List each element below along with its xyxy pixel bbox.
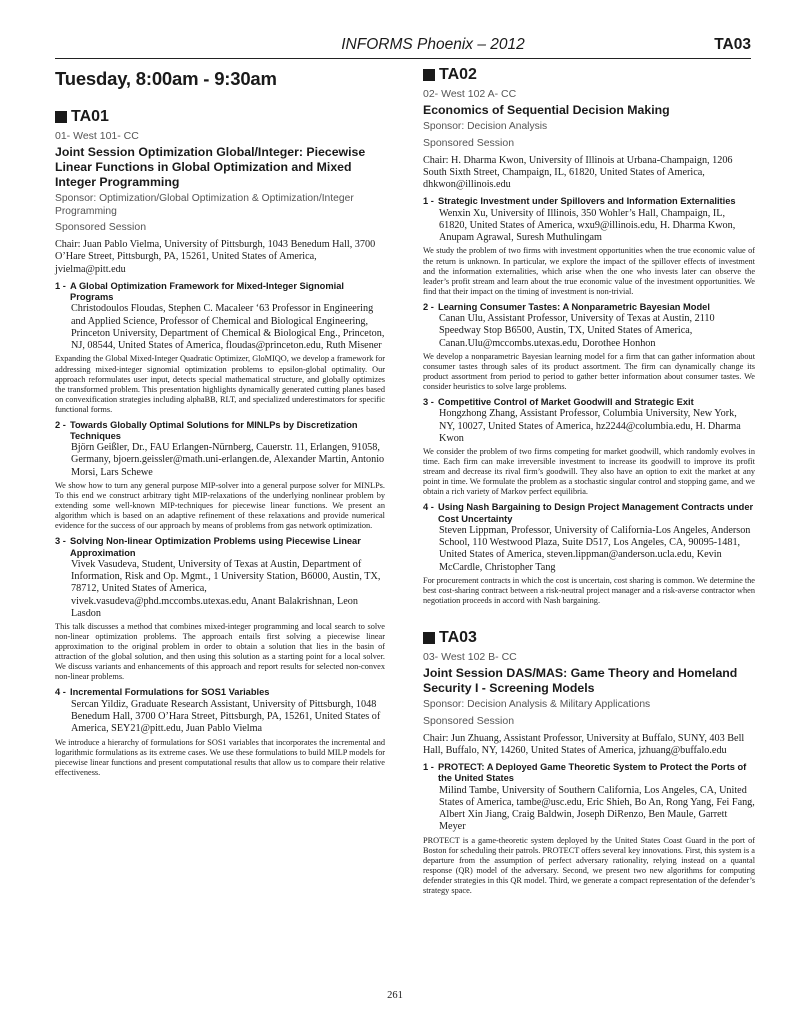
talk-item [423, 196, 755, 296]
talk-item [55, 687, 385, 777]
session-code: TA01 [71, 108, 109, 125]
session-code: TA02 [439, 66, 477, 83]
square-bullet-icon [423, 69, 435, 81]
page-header [55, 36, 751, 58]
talk-title: Using Nash Bargaining to Design Project Management Contracts under Cost Uncertainty [438, 502, 754, 524]
talk-item [423, 502, 755, 606]
session-type: Sponsored Session [423, 136, 515, 149]
talk-abstract: We consider the problem of two firms competing for market goodwill, which randomly evolves in time. Each firm can make irreversible investment to increase its goodwill to improve its profit stream and decrease its rival firm’s goodwill. They also have an option to exit the market at any point in time. We formulate the problem as a stochastic singular control and stopping game, and we obtain a rich variety of Markov perfect equilibria. [423, 447, 755, 497]
session-title: Joint Session DAS/MAS: Game Theory and Homeland Security I - Screening Models [423, 666, 738, 696]
square-bullet-icon [55, 111, 67, 123]
session-ta03 [423, 629, 755, 896]
talk-abstract: PROTECT is a game-theoretic system deployed by the United States Coast Guard in the port of Boston for scheduling their patrols. PROTECT offers several key innovations. First, this system is a departure from the assumption of perfect adversary rationality, relying instead on a quantal response (QR) model of the adversary. Second, we present two new algorithms for computing defender strategies in this QR model. Third, we generate a compact representation of the defender’s strategy space. [423, 835, 755, 895]
talk-item [55, 281, 385, 415]
talk-abstract: We introduce a hierarchy of formulations for SOS1 variables that incorporates the incremental and logarithmic formulations as its extreme cases. We use these formulations to build MILP models for piecewise linear functions and present computational results that allow us to compare their relative effectiveness. [55, 737, 385, 777]
talk-authors: Wenxin Xu, University of Illinois, 350 Wohler’s Hall, Champaign, IL, 61820, United States of America, wxu9@illinois.edu, H. Dharma Kwon, Anupam Agrawal, Suresh Muthulingam [439, 207, 736, 244]
session-room: 02- West 102 A- CC [423, 88, 517, 100]
talk-authors: Vivek Vasudeva, Student, University of Texas at Austin, Department of Information, Risk and Op. Mgmt., 1 University Station, B6000, Austin, TX, 78712, United States of America, vivek.vasudeva@phd.mccombs.utexas.edu, Anant Balakrishnan, Leon Lasdon [71, 558, 381, 619]
talk-title-line [55, 536, 385, 558]
talk-authors: Sercan Yildiz, Graduate Research Assistant, University of Pittsburgh, 1048 Benedum Hall, 3700 O’Hara Street, Pittsburgh, PA, 15261, United States of America, SEY21@pitt.edu, Juan Pablo Vielma [71, 698, 381, 735]
session-ta02 [423, 66, 755, 606]
talk-title-line [423, 196, 755, 207]
talk-title-line [423, 502, 755, 524]
talk-abstract: For procurement contracts in which the cost is uncertain, cost sharing is common. We determine the best cost-sharing contract between a risk-neutral project manager and a risk-averse contractor when negotiation proceeds in accord with Nash bargaining. [423, 575, 755, 606]
right-column [423, 66, 755, 901]
square-bullet-icon [423, 632, 435, 644]
talk-authors: Hongzhong Zhang, Assistant Professor, Columbia University, New York, NY, 10027, United States of America, hz2244@columbia.edu, H. Dharma Kwon [439, 408, 741, 444]
talk-authors: Björn Geißler, Dr., FAU Erlangen-Nürnberg, Cauerstr. 11, Erlangen, 91058, Germany, bjoern.geissler@math.uni-erlangen.de, Alexander Martin, Antonio Morsi, Lars Schewe [71, 442, 385, 478]
talk-number: 3 - [423, 397, 434, 407]
header-rule [55, 58, 751, 59]
session-chair: Chair: H. Dharma Kwon, University of Illinois at Urbana-Champaign, 1206 South Sixth Street, Champaign, IL, 61820, United States of America, dhkwon@illinois.edu [423, 154, 733, 191]
session-room: 01- West 101- CC [55, 130, 139, 142]
session-chair: Chair: Jun Zhuang, Assistant Professor, University at Buffalo, SUNY, 403 Bell Hall, Buffalo, NY, 14260, United States of America, jzhuang@buffalo.edu [423, 732, 745, 756]
section-gap [423, 611, 755, 629]
session-code-heading [55, 108, 385, 126]
talk-number: 2 - [423, 301, 434, 312]
session-sponsor: Sponsor: Decision Analysis [423, 121, 548, 132]
session-title: Joint Session Optimization Global/Integer: Piecewise Linear Functions in Global Optimization and Mixed Integer Programming [55, 145, 366, 189]
talk-item [55, 536, 385, 682]
session-title: Economics of Sequential Decision Making [423, 103, 670, 117]
talk-title-line [423, 397, 755, 408]
session-ta01 [55, 108, 385, 778]
session-code: TA03 [439, 629, 477, 647]
talk-authors: Steven Lippman, Professor, University of California-Los Angeles, Anderson School, 110 Westwood Plaza, Suite D517, Los Angeles, CA, 90095-1481, United States of America, steven.lippman@anderson.ucla.edu, Kevin McCardle, Christopher Tang [439, 524, 751, 573]
talk-abstract: We show how to turn any general purpose MIP-solver into a general purpose solver for MINLPs. To this end we construct arbitrary tight MIP-relaxations of the underlying nonlinear problem by extending some well-known MIP-techniques for piecewise linear functions. We present an algorithm which is based on an adaptive refinement of these relaxations and provide numerical evidence for the success of our approach by means of problems from gas network optimization. [55, 481, 385, 531]
talk-title-line [423, 762, 755, 784]
talk-authors: Canan Ulu, Assistant Professor, University of Texas at Austin, 2110 Speedway Stop B6500, Austin, TX, United States of America, Canan.Ulu@mccombs.utexas.edu, Dorothee Honhon [439, 312, 715, 349]
talk-item [423, 302, 755, 392]
talk-number: 1 - [423, 762, 434, 773]
talk-authors: Christodoulos Floudas, Stephen C. Macaleer ‘63 Professor in Engineering and Applied Science, Professor of Chemical and Biological Engineering, Princeton University, Department of Chemical & Biological Eng., Princeton, NJ, 08544, United States of America, floudas@princeton.edu, Ruth Misener [71, 303, 385, 352]
talk-title: Learning Consumer Tastes: A Nonparametric Bayesian Model [438, 301, 710, 312]
talk-title: A Global Optimization Framework for Mixed-Integer Signomial Programs [70, 280, 344, 303]
talk-number: 4 - [423, 502, 434, 513]
session-code-heading [423, 66, 755, 84]
session-sponsor: Sponsor: Decision Analysis & Military Applications [423, 699, 651, 711]
talk-number: 1 - [55, 280, 66, 291]
talk-number: 4 - [55, 687, 66, 698]
talk-item [55, 420, 385, 532]
session-room: 03- West 102 B- CC [423, 651, 517, 664]
talk-title: Incremental Formulations for SOS1 Variables [70, 687, 270, 698]
talk-title: PROTECT: A Deployed Game Theoretic System to Protect the Ports of the United States [438, 762, 747, 784]
talk-title: Solving Non-linear Optimization Problems using Piecewise Linear Approximation [70, 536, 361, 558]
talk-title-line [423, 302, 755, 313]
talk-title: Competitive Control of Market Goodwill and Strategic Exit [438, 397, 694, 407]
session-sponsor: Sponsor: Optimization/Global Optimization & Optimization/Integer Programming [55, 193, 354, 217]
left-column [55, 66, 385, 783]
talk-title-line [55, 420, 385, 442]
talk-abstract: This talk discusses a method that combines mixed-integer programming and local search to solve non-linear optimization problems. The approach entails first solving a piecewise linear approximation to the original problem in order to obtain a solution that lies in the basin of attraction of the global solution, and then using this solution as a starting point for a local solver. We discuss variants and enhancements of this approach and report results for selected non-convex non-linear problems. [55, 622, 385, 682]
talk-number: 2 - [55, 419, 66, 430]
talk-abstract: Expanding the Global Mixed-Integer Quadratic Optimizer, GloMIQO, we develop a framework for addressing mixed-integer signomial optimization problems to epsilon-global optimality. Our approach reformulates user input, detects special mathematical structure, and globally optimizes the transformed problem. This presentation highlights dynamically generated cutting planes based on convexification strategies including alphaBB, RLT, and specialized underestimators for specific functional forms. [55, 354, 385, 414]
talk-title-line [55, 281, 385, 303]
talk-title: Strategic Investment under Spillovers and Information Externalities [438, 196, 736, 207]
talk-abstract: We develop a nonparametric Bayesian learning model for a firm that can gather information about consumer tastes through sales of its product assortment. The firm can dynamically change its product assortment from period to period to gather better information about consumer tastes. We consider heuristics to solve large problems. [423, 351, 755, 391]
session-chair: Chair: Juan Pablo Vielma, University of Pittsburgh, 1043 Benedum Hall, 3700 O’Hare Street, Pittsburgh, PA, 15261, United States of America, jvielma@pitt.edu [55, 239, 376, 275]
talk-number: 1 - [423, 196, 434, 207]
conference-title: INFORMS Phoenix – 2012 [341, 36, 525, 53]
talk-abstract: We study the problem of two firms with investment opportunities when the true economic value of the return is unknown. In particular, we explore the impact of the spillover effects of investment and the information externalities, which arise when the one who invests later can observe the leader’s profit stream and learn about the true economic value of the investment opportunities. We find that their impact on the timing of investment is non-trivial. [423, 246, 755, 296]
page-number: 261 [387, 990, 403, 1001]
talk-item [423, 762, 755, 896]
talk-title-line [55, 687, 385, 698]
session-code-heading [423, 629, 755, 647]
session-type: Sponsored Session [423, 714, 515, 727]
header-session-code: TA03 [714, 36, 751, 53]
session-type: Sponsored Session [55, 221, 147, 233]
talk-authors: Milind Tambe, University of Southern California, Los Angeles, CA, United States of America, tambe@usc.edu, Eric Shieh, Bo An, Rong Yang, Fei Fang, Albert Xin Jiang, Craig Baldwin, Joseph DiRenzo, Ben Maule, Garrett Meyer [439, 784, 755, 833]
day-heading: Tuesday, 8:00am - 9:30am [55, 68, 277, 89]
talk-number: 3 - [55, 536, 66, 547]
talk-title: Towards Globally Optimal Solutions for MINLPs by Discretization Techniques [70, 419, 358, 441]
talk-item [423, 397, 755, 497]
